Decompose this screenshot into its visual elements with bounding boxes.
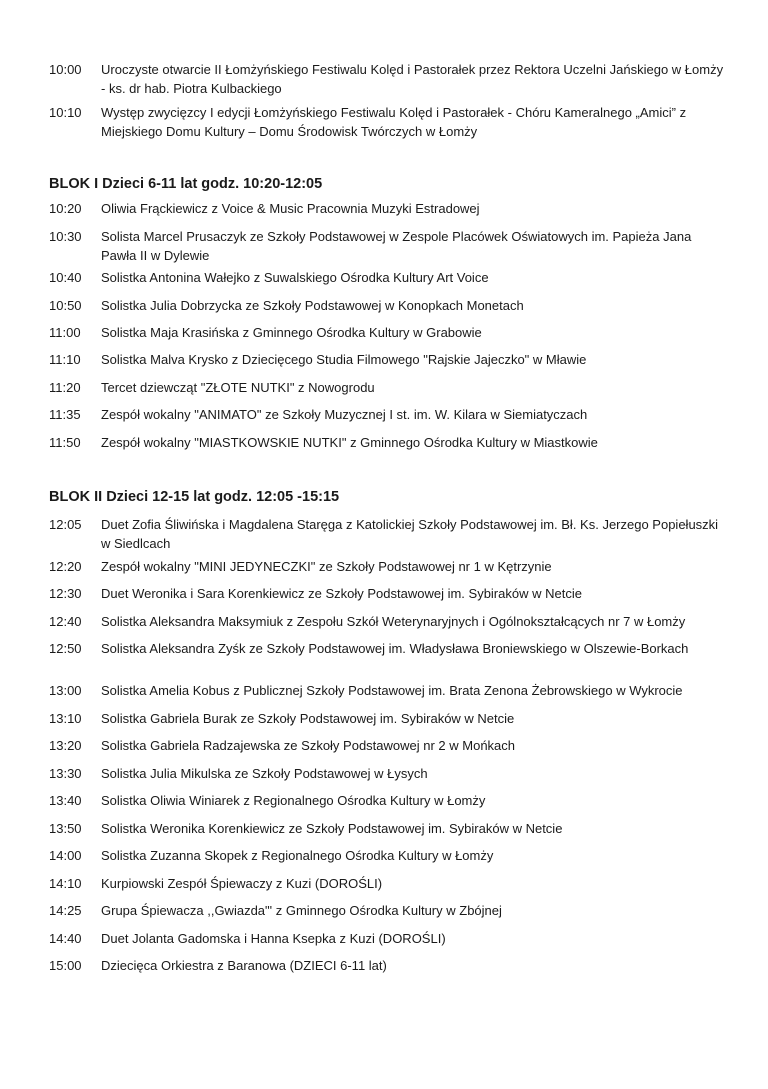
schedule-entry — [49, 351, 729, 370]
schedule-entry — [49, 558, 729, 577]
entry-time: 15:00 — [49, 958, 82, 973]
entry-text: Solistka Zuzanna Skopek z Regionalnego Ośrodka Kultury w Łomży — [101, 848, 494, 863]
entry-text: Dziecięca Orkiestra z Baranowa (DZIECI 6-11 lat) — [101, 958, 387, 973]
entry-time: 14:10 — [49, 876, 82, 891]
entry-text: Zespół wokalny "ANIMATO" ze Szkoły Muzycznej I st. im. W. Kilara w Siemiatyczach — [101, 407, 588, 422]
schedule-entry — [49, 902, 729, 921]
schedule-entry — [49, 434, 729, 453]
entry-text: Zespół wokalny "MINI JEDYNECZKI" ze Szkoły Podstawowej nr 1 w Kętrzynie — [101, 559, 552, 574]
entry-time: 11:10 — [49, 352, 81, 367]
entry-time: 10:40 — [49, 270, 82, 285]
schedule-entry — [49, 406, 729, 425]
schedule-entry — [49, 640, 729, 659]
entry-time: 10:50 — [49, 298, 82, 313]
entry-time: 14:00 — [49, 848, 82, 863]
entry-text: Duet Jolanta Gadomska i Hanna Ksepka z Kuzi (DOROŚLI) — [101, 931, 446, 946]
schedule-entry — [49, 820, 729, 839]
entry-time: 12:20 — [49, 559, 82, 574]
entry-text: Duet Weronika i Sara Korenkiewicz ze Szkoły Podstawowej im. Sybiraków w Netcie — [101, 586, 582, 601]
schedule-entry — [49, 792, 729, 811]
entry-time: 14:40 — [49, 931, 82, 946]
entry-time: 14:25 — [49, 903, 82, 918]
entry-time: 13:00 — [49, 683, 82, 698]
entry-text: Zespół wokalny "MIASTKOWSKIE NUTKI" z Gminnego Ośrodka Kultury w Miastkowie — [101, 435, 598, 450]
schedule-entry — [49, 930, 729, 949]
entry-text: Kurpiowski Zespół Śpiewaczy z Kuzi (DOROŚLI) — [101, 876, 383, 891]
schedule-entry — [49, 228, 729, 265]
schedule-entry — [49, 710, 729, 729]
entry-text: Solista Marcel Prusaczyk ze Szkoły Podstawowej w Zespole Placówek Oświatowych im. Papieża Jana Pawła II w Dylewie — [101, 229, 692, 263]
entry-text: Tercet dziewcząt "ZŁOTE NUTKI" z Nowogrodu — [101, 380, 375, 395]
entry-text: Solistka Gabriela Burak ze Szkoły Podstawowej im. Sybiraków w Netcie — [101, 711, 515, 726]
schedule-entry — [49, 847, 729, 866]
entry-time: 12:30 — [49, 586, 82, 601]
entry-text: Solistka Julia Dobrzycka ze Szkoły Podstawowej w Konopkach Monetach — [101, 298, 524, 313]
schedule-entry — [49, 613, 729, 632]
entry-text: Duet Zofia Śliwińska i Magdalena Staręga z Katolickiej Szkoły Podstawowej im. Bł. Ks. Jerzego Popiełuszki w Siedlcach — [101, 517, 719, 551]
entry-time: 12:05 — [49, 517, 82, 532]
entry-time: 13:50 — [49, 821, 82, 836]
entry-time: 10:10 — [49, 105, 82, 120]
schedule-entry — [49, 297, 729, 316]
schedule-entry — [49, 379, 729, 398]
entry-time: 11:20 — [49, 380, 81, 395]
schedule-entry — [49, 104, 729, 141]
schedule-entry — [49, 737, 729, 756]
block-2-heading: BLOK II Dzieci 12-15 lat godz. 12:05 -15:15 — [49, 489, 340, 505]
entry-time: 13:10 — [49, 711, 82, 726]
entry-text: Solistka Antonina Wałejko z Suwalskiego Ośrodka Kultury Art Voice — [101, 270, 489, 285]
entry-time: 13:30 — [49, 766, 82, 781]
entry-time: 13:20 — [49, 738, 82, 753]
entry-text: Oliwia Frąckiewicz z Voice & Music Pracownia Muzyki Estradowej — [101, 201, 480, 216]
schedule-entry — [49, 61, 729, 98]
schedule-entry — [49, 875, 729, 894]
entry-time: 11:00 — [49, 325, 81, 340]
schedule-entry — [49, 765, 729, 784]
entry-text: Solistka Weronika Korenkiewicz ze Szkoły Podstawowej im. Sybiraków w Netcie — [101, 821, 563, 836]
entry-text: Solistka Malva Krysko z Dziecięcego Studia Filmowego "Rajskie Jajeczko" w Mławie — [101, 352, 587, 367]
entry-text: Grupa Śpiewacza ,,Gwiazda"' z Gminnego Ośrodka Kultury w Zbójnej — [101, 903, 502, 918]
entry-time: 13:40 — [49, 793, 82, 808]
schedule-entry — [49, 269, 729, 288]
entry-text: Uroczyste otwarcie II Łomżyńskiego Festiwalu Kolęd i Pastorałek przez Rektora Uczelni Jańskiego w Łomży - ks. dr hab. Piotra Kulbackiego — [101, 62, 724, 96]
entry-text: Solistka Aleksandra Maksymiuk z Zespołu Szkół Weterynaryjnych i Ogólnokształcących nr 7 w Łomży — [101, 614, 686, 629]
entry-text: Solistka Aleksandra Zyśk ze Szkoły Podstawowej im. Władysława Broniewskiego w Olszewie-Borkach — [101, 641, 689, 656]
entry-time: 10:20 — [49, 201, 82, 216]
entry-time: 11:50 — [49, 435, 81, 450]
entry-text: Występ zwycięzcy I edycji Łomżyńskiego Festiwalu Kolęd i Pastorałek - Chóru Kameralnego „Amici” z Miejskiego Domu Kultury – Domu Środowisk Twórczych w Łomży — [101, 105, 687, 139]
schedule-entry — [49, 682, 729, 701]
entry-text: Solistka Gabriela Radzajewska ze Szkoły Podstawowej nr 2 w Mońkach — [101, 738, 516, 753]
schedule-entry — [49, 200, 729, 219]
block-1-heading: BLOK I Dzieci 6-11 lat godz. 10:20-12:05 — [49, 176, 323, 192]
entry-text: Solistka Julia Mikulska ze Szkoły Podstawowej w Łysych — [101, 766, 428, 781]
schedule-entry — [49, 516, 729, 553]
entry-text: Solistka Maja Krasińska z Gminnego Ośrodka Kultury w Grabowie — [101, 325, 482, 340]
entry-time: 12:50 — [49, 641, 82, 656]
entry-text: Solistka Amelia Kobus z Publicznej Szkoły Podstawowej im. Brata Zenona Żebrowskiego w Wykrocie — [101, 683, 683, 698]
entry-time: 10:00 — [49, 62, 82, 77]
entry-time: 11:35 — [49, 407, 81, 422]
entry-time: 10:30 — [49, 229, 82, 244]
entry-text: Solistka Oliwia Winiarek z Regionalnego Ośrodka Kultury w Łomży — [101, 793, 486, 808]
schedule-entry — [49, 324, 729, 343]
entry-time: 12:40 — [49, 614, 82, 629]
schedule-entry — [49, 585, 729, 604]
schedule-entry — [49, 957, 729, 976]
